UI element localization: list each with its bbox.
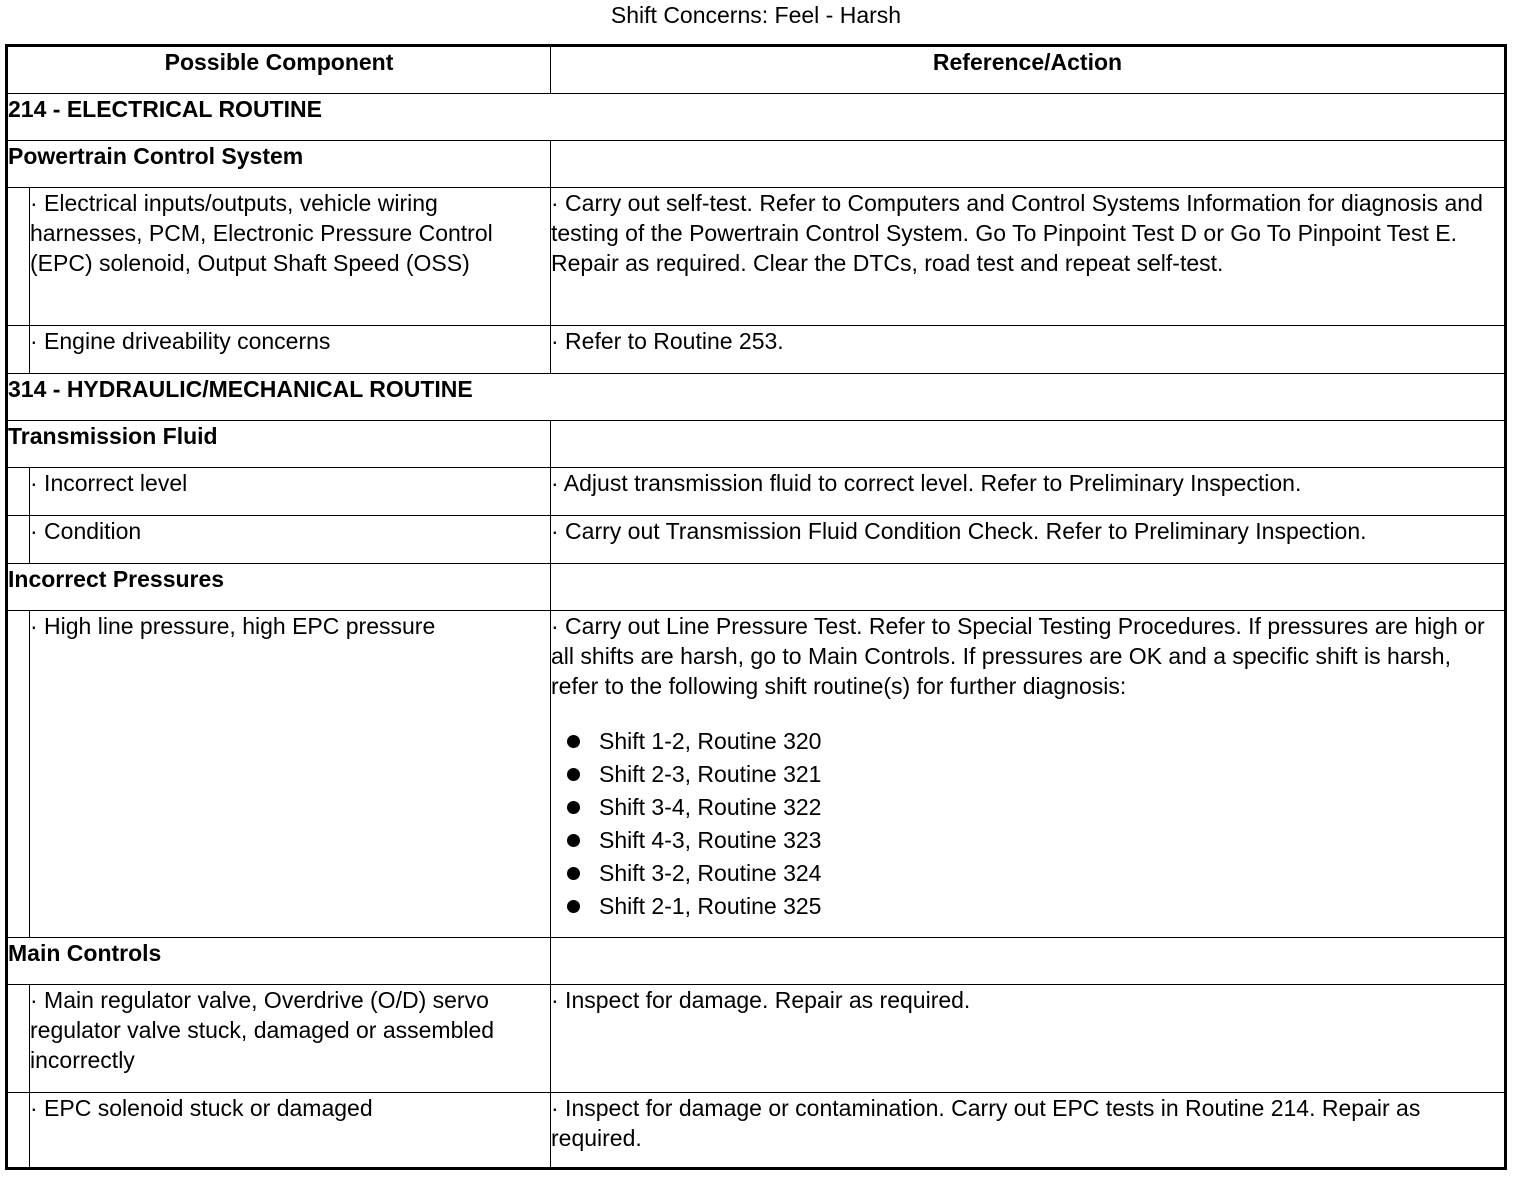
bullet-icon <box>567 867 580 880</box>
group-reference-empty <box>551 564 1506 611</box>
indent-cell <box>7 188 30 326</box>
group-title: Incorrect Pressures <box>7 564 551 611</box>
table-row <box>7 188 1506 326</box>
table-row <box>7 516 1506 564</box>
section-title: 214 - ELECTRICAL ROUTINE <box>7 94 1506 141</box>
bullet-icon <box>567 735 580 748</box>
reference-text: · Carry out Line Pressure Test. Refer to Special Testing Procedures. If pressures are high or all shifts are harsh, go to Main Controls. If pressures are OK and a specific shift is harsh, refer to the following shift routine(s) for further diagnosis: <box>551 613 1485 699</box>
column-header-component: Possible Component <box>7 46 551 94</box>
indent-cell <box>7 611 30 938</box>
section-row <box>7 374 1506 421</box>
column-header-reference: Reference/Action <box>551 46 1506 94</box>
component-cell: · Electrical inputs/outputs, vehicle wiring harnesses, PCM, Electronic Pressure Control (EPC) solenoid, Output Shaft Speed (OSS) <box>30 188 551 326</box>
shift-concerns-table <box>5 44 1507 1170</box>
component-cell: · EPC solenoid stuck or damaged <box>30 1093 551 1169</box>
indent-cell <box>7 985 30 1093</box>
group-title: Main Controls <box>7 938 551 985</box>
list-item-label: Shift 3-4, Routine 322 <box>599 794 822 820</box>
table-row <box>7 468 1506 516</box>
indent-cell <box>7 326 30 374</box>
group-title: Transmission Fluid <box>7 421 551 468</box>
reference-cell: · Inspect for damage or contamination. Carry out EPC tests in Routine 214. Repair as required. <box>551 1093 1506 1169</box>
list-item <box>567 758 1504 791</box>
table-row <box>7 1093 1506 1169</box>
component-cell: · High line pressure, high EPC pressure <box>30 611 551 938</box>
bullet-icon <box>567 801 580 814</box>
component-cell: · Condition <box>30 516 551 564</box>
bullet-icon <box>567 834 580 847</box>
list-item-label: Shift 2-1, Routine 325 <box>599 893 822 919</box>
group-reference-empty <box>551 141 1506 188</box>
page-title: Shift Concerns: Feel - Harsh <box>610 2 902 28</box>
component-cell: · Engine driveability concerns <box>30 326 551 374</box>
group-row <box>7 141 1506 188</box>
list-item <box>567 725 1504 758</box>
table-row <box>7 611 1506 938</box>
list-item <box>567 890 1504 923</box>
reference-cell: · Carry out self-test. Refer to Computers and Control Systems Information for diagnosis and testing of the Powertrain Control System. Go To Pinpoint Test D or Go To Pinpoint Test E. Repair as required. Clear the DTCs, road test and repeat self-test. <box>551 188 1506 326</box>
list-item <box>567 857 1504 890</box>
table-header-row <box>7 46 1506 94</box>
group-row <box>7 421 1506 468</box>
bullet-icon <box>567 900 580 913</box>
reference-cell: · Inspect for damage. Repair as required. <box>551 985 1506 1093</box>
section-title: 314 - HYDRAULIC/MECHANICAL ROUTINE <box>7 374 1506 421</box>
reference-cell: · Refer to Routine 253. <box>551 326 1506 374</box>
shift-routine-list <box>551 725 1504 923</box>
list-item-label: Shift 3-2, Routine 324 <box>599 860 822 886</box>
indent-cell <box>7 468 30 516</box>
list-item <box>567 824 1504 857</box>
indent-cell <box>7 516 30 564</box>
indent-cell <box>7 1093 30 1169</box>
group-row <box>7 938 1506 985</box>
reference-cell: · Adjust transmission fluid to correct level. Refer to Preliminary Inspection. <box>551 468 1506 516</box>
list-item <box>567 791 1504 824</box>
group-row <box>7 564 1506 611</box>
group-reference-empty <box>551 938 1506 985</box>
table-row <box>7 985 1506 1093</box>
reference-cell <box>551 611 1506 938</box>
section-row <box>7 94 1506 141</box>
list-item-label: Shift 2-3, Routine 321 <box>599 761 822 787</box>
component-cell: · Main regulator valve, Overdrive (O/D) servo regulator valve stuck, damaged or assembled incorrectly <box>30 985 551 1093</box>
bullet-icon <box>567 768 580 781</box>
component-cell: · Incorrect level <box>30 468 551 516</box>
reference-cell: · Carry out Transmission Fluid Condition Check. Refer to Preliminary Inspection. <box>551 516 1506 564</box>
group-reference-empty <box>551 421 1506 468</box>
group-title: Powertrain Control System <box>7 141 551 188</box>
list-item-label: Shift 1-2, Routine 320 <box>599 728 822 754</box>
table-row <box>7 326 1506 374</box>
list-item-label: Shift 4-3, Routine 323 <box>599 827 822 853</box>
